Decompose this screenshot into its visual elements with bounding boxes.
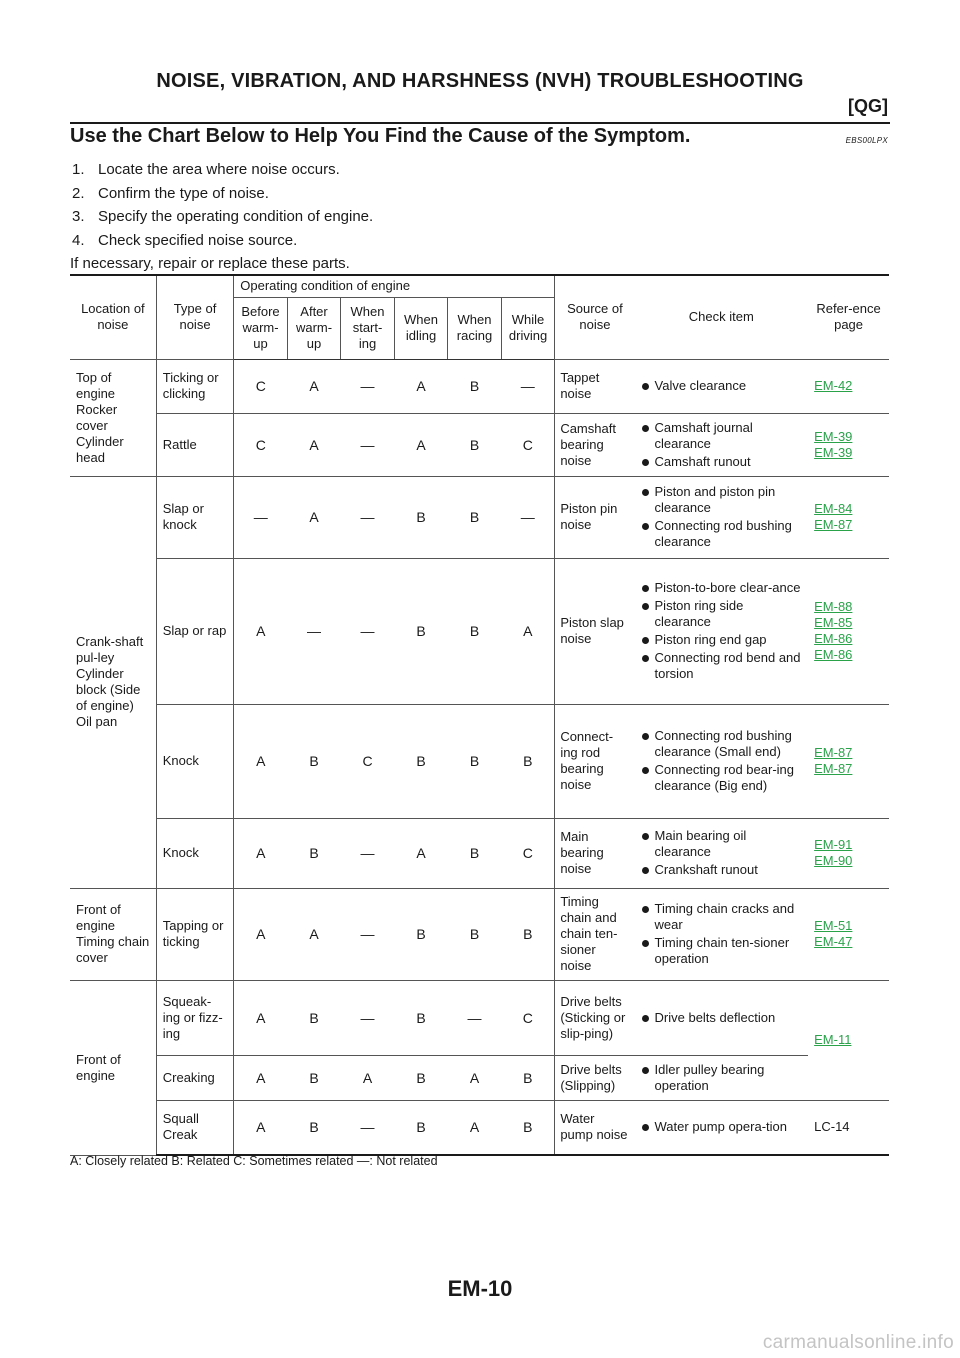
source-cell: Drive belts (Slipping) — [555, 1055, 635, 1100]
type-cell: Ticking or clicking — [156, 359, 234, 413]
condition-cell: B — [287, 704, 341, 818]
source-cell: Piston slap noise — [555, 558, 635, 704]
condition-cell: B — [394, 558, 448, 704]
type-cell: Squeak-ing or fizz-ing — [156, 980, 234, 1055]
header-while-driving: While driving — [501, 297, 555, 359]
check-item: Connecting rod bend and torsion — [641, 650, 803, 682]
condition-cell: B — [448, 704, 502, 818]
header-before-warm-up: Before warm-up — [234, 297, 288, 359]
condition-cell: A — [234, 1100, 288, 1155]
type-cell: Slap or rap — [156, 558, 234, 704]
check-item: Connecting rod bushing clearance (Small end) — [641, 728, 803, 760]
table-row — [70, 818, 889, 888]
condition-cell: A — [234, 980, 288, 1055]
condition-cell: A — [448, 1100, 502, 1155]
check-cell — [635, 1100, 809, 1155]
location-cell: Crank-shaft pul-ley Cylinder block (Side of engine) Oil pan — [70, 476, 156, 888]
table-row — [70, 1055, 889, 1100]
condition-cell: B — [448, 413, 502, 476]
check-item: Camshaft runout — [641, 454, 803, 470]
type-cell: Knock — [156, 818, 234, 888]
table-row — [70, 359, 889, 413]
page-subcode: [QG] — [848, 96, 888, 116]
check-item: Valve clearance — [641, 378, 803, 394]
condition-cell: — — [341, 980, 395, 1055]
condition-cell: C — [501, 818, 555, 888]
reference-link[interactable]: EM-88 — [814, 599, 853, 614]
condition-cell: — — [234, 476, 288, 558]
condition-cell: A — [234, 704, 288, 818]
reference-cell — [808, 476, 889, 558]
reference-cell — [808, 1100, 889, 1155]
procedure-steps — [70, 158, 373, 276]
condition-cell: B — [501, 888, 555, 980]
condition-cell: B — [448, 359, 502, 413]
condition-cell: — — [341, 1100, 395, 1155]
condition-cell: B — [394, 888, 448, 980]
condition-cell: A — [287, 476, 341, 558]
nvh-troubleshooting-table — [70, 274, 889, 1156]
type-cell: Rattle — [156, 413, 234, 476]
condition-cell: B — [287, 980, 341, 1055]
condition-cell: — — [341, 413, 395, 476]
header-after-warm-up: After warm-up — [287, 297, 341, 359]
reference-link[interactable]: EM-87 — [814, 745, 853, 760]
condition-cell: A — [287, 413, 341, 476]
condition-cell: A — [448, 1055, 502, 1100]
header-operating-condition: Operating condition of engine — [234, 275, 555, 297]
condition-cell: — — [341, 558, 395, 704]
check-item: Connecting rod bear-ing clearance (Big end) — [641, 762, 803, 794]
condition-cell: A — [501, 558, 555, 704]
condition-cell: B — [394, 1055, 448, 1100]
reference-cell — [808, 980, 889, 1100]
condition-cell: A — [341, 1055, 395, 1100]
condition-cell: B — [501, 1055, 555, 1100]
check-cell — [635, 558, 809, 704]
reference-link[interactable]: EM-90 — [814, 853, 853, 868]
check-item: Idler pulley bearing operation — [641, 1062, 803, 1094]
reference-link[interactable]: EM-86 — [814, 647, 853, 662]
condition-cell: B — [287, 1055, 341, 1100]
source-cell: Water pump noise — [555, 1100, 635, 1155]
condition-cell: B — [394, 476, 448, 558]
condition-cell: — — [341, 359, 395, 413]
source-cell: Camshaft bearing noise — [555, 413, 635, 476]
step-1: 1. Locate the area where noise occurs. — [72, 161, 340, 178]
condition-cell: B — [394, 980, 448, 1055]
condition-cell: B — [448, 888, 502, 980]
location-cell: Front of engine Timing chain cover — [70, 888, 156, 980]
condition-cell: A — [234, 558, 288, 704]
header-when-idling: When idling — [394, 297, 448, 359]
table-row — [70, 888, 889, 980]
header-when-racing: When racing — [448, 297, 502, 359]
source-cell: Timing chain and chain ten-sioner noise — [555, 888, 635, 980]
table-row — [70, 1100, 889, 1155]
table-row — [70, 704, 889, 818]
condition-cell: B — [448, 558, 502, 704]
reference-cell — [808, 818, 889, 888]
type-cell: Knock — [156, 704, 234, 818]
reference-link[interactable]: EM-51 — [814, 918, 853, 933]
source-cell: Main bearing noise — [555, 818, 635, 888]
reference-link[interactable]: EM-87 — [814, 761, 853, 776]
condition-cell: — — [448, 980, 502, 1055]
check-item: Piston ring side clearance — [641, 598, 803, 630]
table-row — [70, 980, 889, 1055]
check-cell — [635, 476, 809, 558]
table-row — [70, 413, 889, 476]
type-cell: Squall Creak — [156, 1100, 234, 1155]
check-item: Timing chain ten-sioner operation — [641, 935, 803, 967]
check-item: Timing chain cracks and wear — [641, 901, 803, 933]
step-note: If necessary, repair or replace these parts. — [70, 255, 350, 273]
reference-cell — [808, 413, 889, 476]
condition-cell: — — [341, 818, 395, 888]
condition-cell: C — [234, 359, 288, 413]
watermark: carmanualsonline.info — [762, 1332, 954, 1353]
page-title: NOISE, VIBRATION, AND HARSHNESS (NVH) TROUBLESHOOTING — [156, 70, 804, 92]
condition-cell: B — [501, 1100, 555, 1155]
check-cell — [635, 413, 809, 476]
condition-cell: B — [287, 1100, 341, 1155]
reference-link[interactable]: EM-87 — [814, 517, 853, 532]
table-row — [70, 476, 889, 558]
reference-cell — [808, 359, 889, 413]
condition-cell: B — [501, 704, 555, 818]
check-item: Main bearing oil clearance — [641, 828, 803, 860]
check-cell — [635, 359, 809, 413]
legend: A: Closely related B: Related C: Sometimes related —: Not related — [70, 1154, 438, 1168]
condition-cell: C — [234, 413, 288, 476]
check-item: Piston ring end gap — [641, 632, 803, 648]
header-source: Source of noise — [555, 275, 635, 359]
check-cell — [635, 704, 809, 818]
check-cell — [635, 818, 809, 888]
condition-cell: B — [448, 476, 502, 558]
section-title: Use the Chart Below to Help You Find the Cause of the Symptom. — [70, 125, 691, 147]
condition-cell: B — [287, 818, 341, 888]
condition-cell: — — [501, 359, 555, 413]
header-check-item: Check item — [635, 275, 809, 359]
condition-cell: — — [341, 888, 395, 980]
reference-link[interactable]: EM-42 — [814, 378, 853, 393]
page-number: EM-10 — [447, 1276, 513, 1301]
type-cell: Creaking — [156, 1055, 234, 1100]
condition-cell: — — [341, 476, 395, 558]
header-type: Type of noise — [156, 275, 234, 359]
source-cell: Piston pin noise — [555, 476, 635, 558]
condition-cell: — — [287, 558, 341, 704]
condition-cell: A — [394, 413, 448, 476]
step-3: 3. Specify the operating condition of engine. — [72, 208, 374, 226]
header-reference: Refer-ence page — [808, 275, 889, 359]
check-item: Piston and piston pin clearance — [641, 484, 803, 516]
header-location: Location of noise — [70, 275, 156, 359]
condition-cell: C — [501, 413, 555, 476]
header-when-starting: When start-ing — [341, 297, 395, 359]
reference-link[interactable]: EM-85 — [814, 615, 853, 630]
source-cell: Drive belts (Sticking or slip-ping) — [555, 980, 635, 1055]
reference-cell — [808, 558, 889, 704]
condition-cell: A — [234, 818, 288, 888]
condition-cell: A — [287, 359, 341, 413]
step-2: 2. Confirm the type of noise. — [72, 184, 269, 202]
check-item: Crankshaft runout — [641, 862, 803, 878]
reference-link[interactable]: EM-39 — [814, 428, 853, 444]
reference-link[interactable]: EM-91 — [814, 837, 853, 852]
source-cell: Connect-ing rod bearing noise — [555, 704, 635, 818]
condition-cell: B — [448, 818, 502, 888]
location-cell: Front of engine — [70, 980, 156, 1155]
check-cell — [635, 1055, 809, 1100]
condition-cell: A — [234, 888, 288, 980]
condition-cell: A — [394, 359, 448, 413]
check-item: Water pump opera-tion — [641, 1119, 803, 1135]
reference-cell — [808, 888, 889, 980]
table-row — [70, 558, 889, 704]
condition-cell: A — [234, 1055, 288, 1100]
condition-cell: C — [341, 704, 395, 818]
reference-link[interactable]: EM-11 — [814, 1032, 852, 1047]
type-cell: Tapping or ticking — [156, 888, 234, 980]
check-item: Camshaft journal clearance — [641, 420, 803, 452]
source-cell: Tappet noise — [555, 359, 635, 413]
check-item: Drive belts deflection — [641, 1010, 803, 1026]
reference-text: LC-14 — [814, 1119, 850, 1135]
check-cell — [635, 980, 809, 1055]
condition-cell: A — [394, 818, 448, 888]
condition-cell: B — [394, 1100, 448, 1155]
condition-cell: A — [287, 888, 341, 980]
table-header — [70, 275, 889, 359]
reference-cell — [808, 704, 889, 818]
reference-link[interactable]: EM-86 — [814, 631, 853, 646]
condition-cell: — — [501, 476, 555, 558]
header-rule — [70, 122, 890, 124]
reference-link[interactable]: EM-47 — [814, 934, 853, 949]
reference-link[interactable]: EM-39 — [814, 444, 853, 460]
reference-link[interactable]: EM-84 — [814, 501, 853, 516]
type-cell: Slap or knock — [156, 476, 234, 558]
check-item: Piston-to-bore clear-ance — [641, 580, 803, 596]
section-code: EBS00LPX — [845, 136, 888, 145]
condition-cell: B — [394, 704, 448, 818]
location-cell: Top of engine Rocker cover Cylinder head — [70, 359, 156, 476]
check-item: Connecting rod bushing clearance — [641, 518, 803, 550]
check-cell — [635, 888, 809, 980]
step-4: 4. Check specified noise source. — [72, 231, 298, 249]
condition-cell: C — [501, 980, 555, 1055]
